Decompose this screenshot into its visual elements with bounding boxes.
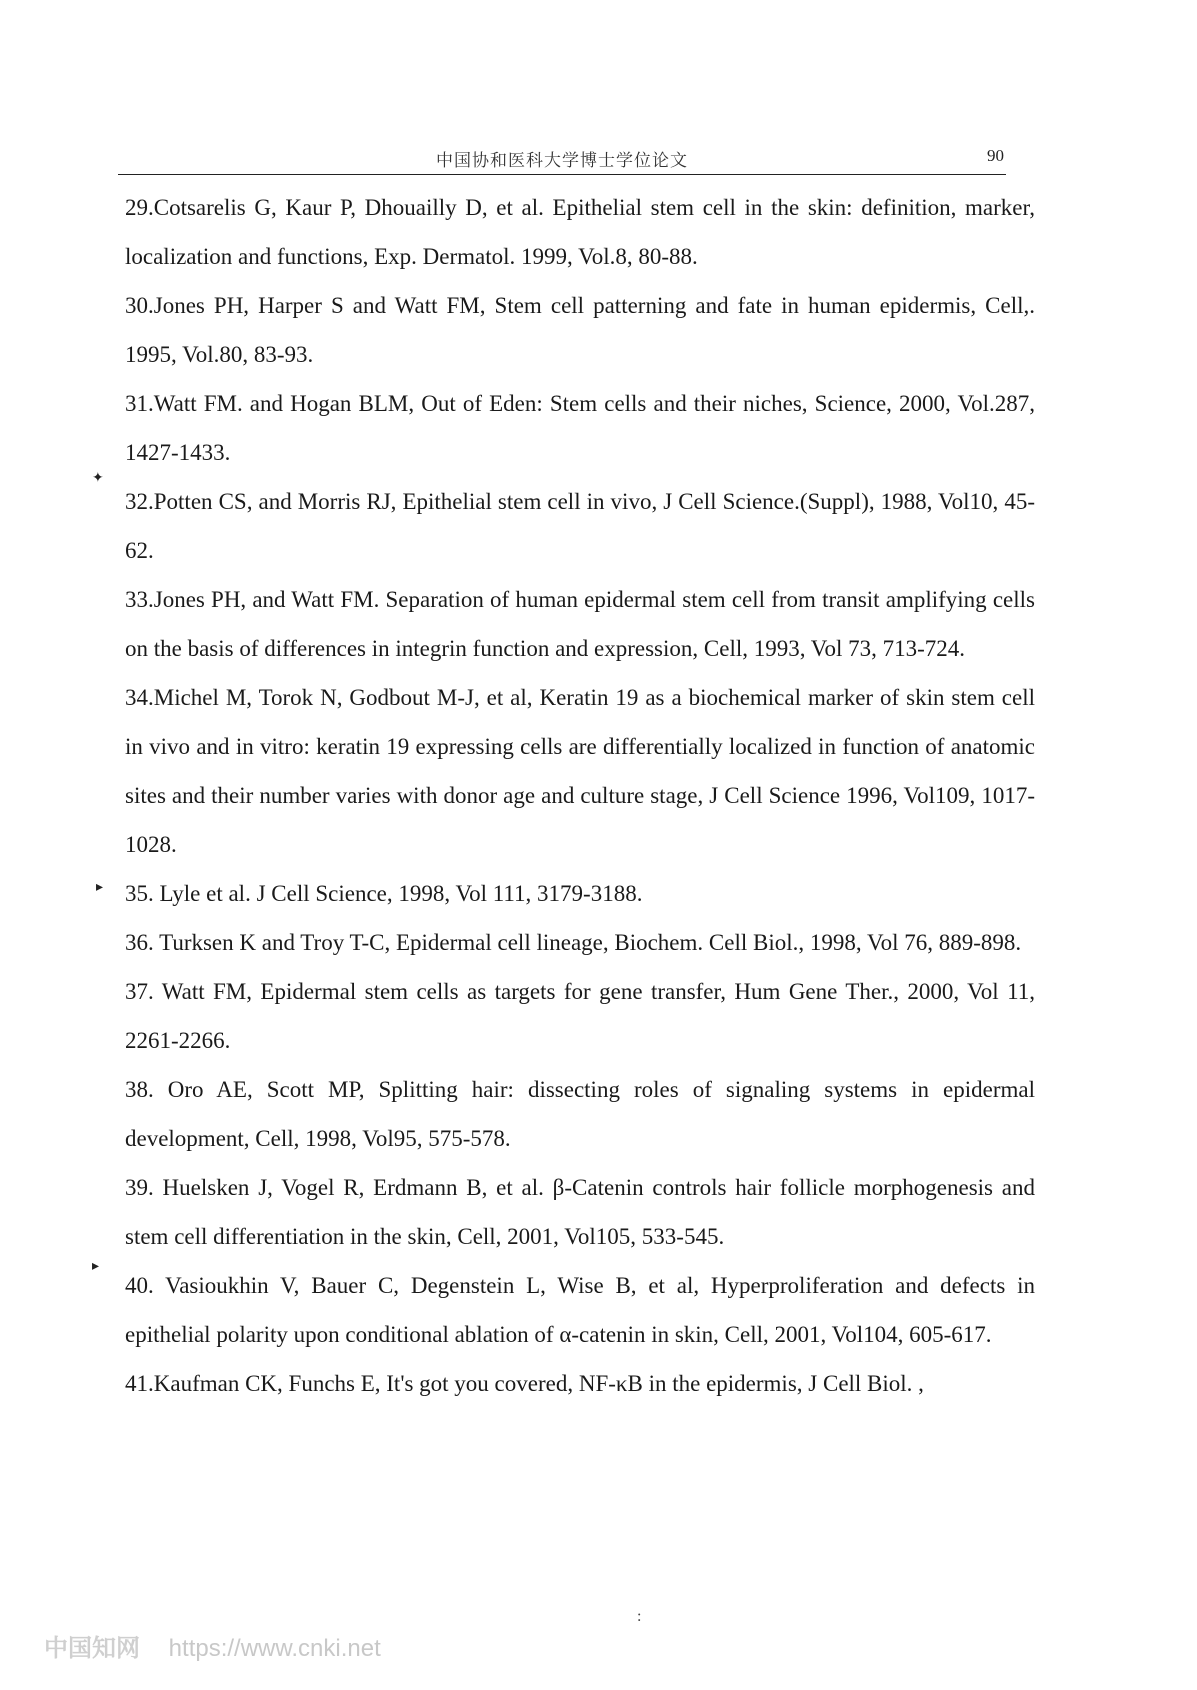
reference-item: 38. Oro AE, Scott MP, Splitting hair: dissecting roles of signaling systems in epidermal development, Cell, 1998, Vol95, 575-578. (125, 1077, 1035, 1151)
reference-item: 35. Lyle et al. J Cell Science, 1998, Vol 111, 3179-3188. (125, 881, 643, 906)
running-header (118, 140, 1006, 175)
reference-item: 32.Potten CS, and Morris RJ, Epithelial stem cell in vivo, J Cell Science.(Suppl), 1988, Vol10, 45-62. (125, 489, 1035, 563)
margin-mark: ▸ (96, 880, 104, 895)
reference-item: 39. Huelsken J, Vogel R, Erdmann B, et al. β-Catenin controls hair follicle morphogenesis and stem cell differentiation in the skin, Cell, 2001, Vol105, 533-545. (125, 1175, 1035, 1249)
reference-item: 37. Watt FM, Epidermal stem cells as targets for gene transfer, Hum Gene Ther., 2000, Vol 11, 2261-2266. (125, 979, 1035, 1053)
margin-mark: ✦ (92, 471, 104, 486)
header-title: 中国协和医科大学博士学位论文 (436, 151, 688, 170)
reference-item: 36. Turksen K and Troy T-C, Epidermal cell lineage, Biochem. Cell Biol., 1998, Vol 76, 889-898. (125, 930, 1022, 955)
reference-item: 41.Kaufman CK, Funchs E, It's got you covered, NF-κB in the epidermis, J Cell Biol. , (125, 1371, 924, 1396)
watermark-url: https://www.cnki.net (168, 1635, 381, 1662)
reference-item: 33.Jones PH, and Watt FM. Separation of human epidermal stem cell from transit amplifying cells on the basis of differences in integrin function and expression, Cell, 1993, Vol 73, 713-724. (125, 587, 1035, 661)
reference-item: 31.Watt FM. and Hogan BLM, Out of Eden: Stem cells and their niches, Science, 2000, Vol.287, 1427-1433. (125, 391, 1035, 465)
reference-item: 29.Cotsarelis G, Kaur P, Dhouailly D, et al. Epithelial stem cell in the skin: definition, marker, localization and functions, Exp. Dermatol. 1999, Vol.8, 80-88. (125, 195, 1035, 269)
footer-mark: : (637, 1608, 642, 1625)
cnki-watermark (44, 1628, 381, 1664)
watermark-brand: 中国知网 (44, 1635, 140, 1662)
margin-mark: ▸ (92, 1259, 100, 1274)
page-number: 90 (987, 146, 1004, 165)
reference-item: 34.Michel M, Torok N, Godbout M-J, et al, Keratin 19 as a biochemical marker of skin stem cell in vivo and in vitro: keratin 19 expressing cells are differentially localized in function of anatomic sites and their number varies with donor age and culture stage, J Cell Science 1996, Vol109, 1017-1028. (125, 685, 1035, 857)
reference-list (125, 183, 1035, 1408)
reference-item: 40. Vasioukhin V, Bauer C, Degenstein L, Wise B, et al, Hyperproliferation and defects in epithelial polarity upon conditional ablation of α-catenin in skin, Cell, 2001, Vol104, 605-617. (125, 1273, 1035, 1347)
reference-item: 30.Jones PH, Harper S and Watt FM, Stem cell patterning and fate in human epidermis, Cell,. 1995, Vol.80, 83-93. (125, 293, 1035, 367)
